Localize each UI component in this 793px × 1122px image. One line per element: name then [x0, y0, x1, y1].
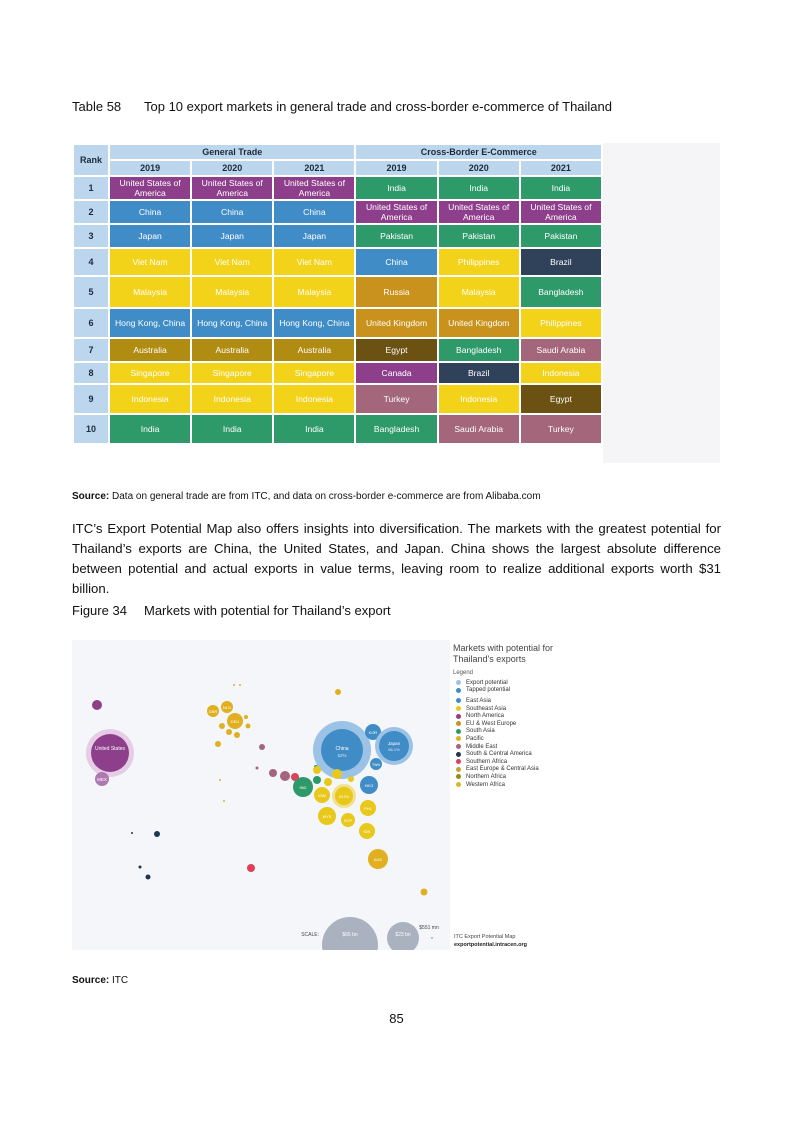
market-cell: Australia	[110, 339, 190, 361]
figure-source-text: ITC	[109, 975, 129, 986]
market-cell: Bangladesh	[521, 277, 601, 307]
legend-item-label: Northern Africa	[466, 773, 507, 780]
market-cell: Brazil	[521, 249, 601, 275]
market-cell: Indonesia	[110, 385, 190, 413]
me-bubble-a	[259, 744, 265, 750]
legend-dot-icon	[456, 767, 461, 772]
table-row	[74, 225, 601, 247]
market-cell: United States of America	[274, 177, 354, 199]
china-label: China	[335, 746, 349, 752]
legend-item	[453, 705, 643, 713]
ind-label: IND	[299, 785, 307, 790]
year-header: 2019	[356, 161, 436, 175]
market-cell: United States of America	[110, 177, 190, 199]
page-number: 85	[389, 1011, 404, 1026]
me-bubble-d	[280, 771, 290, 781]
japan-label: Japan	[387, 741, 401, 746]
market-cell: Malaysia	[110, 277, 190, 307]
market-cell: Philippines	[521, 309, 601, 337]
market-cell: United States of America	[521, 201, 601, 223]
table-row	[74, 363, 601, 383]
sca-bubble-d	[146, 875, 151, 880]
sca-bubble-a	[154, 831, 160, 837]
legend-item-label: East Asia	[466, 697, 492, 704]
table-source-label: Source:	[72, 491, 110, 502]
legend-item-label: South Asia	[466, 728, 495, 735]
market-cell: India	[521, 177, 601, 199]
sa-bubble-b	[313, 776, 321, 784]
market-cell: Singapore	[192, 363, 272, 383]
table-row	[74, 201, 601, 223]
legend-item	[453, 743, 643, 751]
mys-label: MYS	[322, 814, 332, 819]
market-cell: Malaysia	[192, 277, 272, 307]
legend-item-label: Southern Africa	[466, 758, 508, 765]
legend-item	[453, 766, 643, 774]
japan-pct: 66.1%	[388, 747, 400, 752]
japan-bubble	[379, 731, 409, 761]
eu-bubble-e	[244, 715, 248, 719]
legend-item	[453, 735, 643, 743]
legend-dot-icon	[456, 782, 461, 787]
market-cell: India	[439, 177, 519, 199]
figure-source	[72, 975, 128, 986]
table-row	[74, 415, 601, 443]
scale-551mn-circle	[431, 937, 433, 939]
pac-bubble-top	[335, 689, 341, 695]
phl-label: PHL	[364, 806, 372, 811]
vnm-label: VNM	[318, 794, 326, 798]
market-cell: Bangladesh	[439, 339, 519, 361]
sea-bubble-b	[324, 778, 332, 786]
legend-dot-icon	[456, 759, 461, 764]
table-caption	[72, 99, 612, 114]
market-cell: Brazil	[439, 363, 519, 383]
legend-dot-icon	[456, 752, 461, 757]
legend-item	[453, 697, 643, 705]
market-cell: Malaysia	[439, 277, 519, 307]
market-cell: United States of America	[356, 201, 436, 223]
legend-label: Legend	[453, 670, 474, 676]
legend-item-label: EU & West Europe	[466, 720, 517, 727]
legend-item-label: Pacific	[466, 735, 484, 742]
market-cell: Pakistan	[356, 225, 436, 247]
market-cell: China	[192, 201, 272, 223]
figure-number: Figure 34	[72, 603, 127, 618]
market-cell: Hong Kong, China	[274, 309, 354, 337]
eu-bubble-d	[246, 724, 251, 729]
sea-bubble-a	[313, 766, 321, 774]
deu-label: DEU	[230, 719, 240, 724]
idn-label: IDN	[363, 829, 371, 834]
table-row	[74, 277, 601, 307]
ecommerce-header: Cross-Border E-Commerce	[356, 145, 601, 159]
eu-bubble-c	[215, 741, 221, 747]
legend-dot-icon	[456, 736, 461, 741]
market-cell: Indonesia	[192, 385, 272, 413]
market-cell: Japan	[274, 225, 354, 247]
map-legend	[453, 643, 643, 788]
legend-dot-icon	[456, 706, 461, 711]
rank-cell: 4	[74, 249, 108, 275]
pac-bubble	[421, 889, 428, 896]
legend-item-label: North America	[466, 713, 505, 720]
legend-item	[453, 750, 643, 758]
legend-dot-icon	[456, 744, 461, 749]
waf-bubble	[223, 800, 225, 802]
market-cell: United States of America	[439, 201, 519, 223]
legend-dot-icon	[456, 729, 461, 734]
market-cell: Egypt	[356, 339, 436, 361]
legend-item-label: Tapped potential	[466, 687, 511, 694]
legend-dot-icon	[456, 714, 461, 719]
market-cell: Saudi Arabia	[439, 415, 519, 443]
legend-item	[453, 687, 643, 695]
market-cell: Canada	[356, 363, 436, 383]
gbr-label: GBR	[208, 709, 218, 714]
rank-cell: 1	[74, 177, 108, 199]
aus-label: AUS	[373, 857, 383, 862]
legend-item-label: South & Central America	[466, 751, 532, 758]
legend-item-label: Southeast Asia	[466, 705, 507, 712]
legend-regions-list	[453, 697, 643, 788]
market-cell: Bangladesh	[356, 415, 436, 443]
body-paragraph: ITC’s Export Potential Map also offers insights into diversification. The markets with the greatest potential for Thailand’s exports are China, the United States, and Japan. China shows the largest absolute difference between potential and actual exports in value terms, leaving room to realize additional exports worth $31 billion.	[72, 521, 721, 596]
scale-65bn-label: $65 bn	[342, 932, 358, 938]
market-cell: India	[192, 415, 272, 443]
table-body	[74, 177, 601, 443]
kor-label: KOR	[368, 730, 378, 735]
table-row	[74, 177, 601, 199]
usa-bubble	[91, 734, 129, 772]
legend-item-label: East Europe & Central Asia	[466, 766, 539, 773]
market-cell: China	[356, 249, 436, 275]
legend-item	[453, 720, 643, 728]
rank-cell: 7	[74, 339, 108, 361]
market-cell: Viet Nam	[274, 249, 354, 275]
legend-item	[453, 773, 643, 781]
market-cell: Philippines	[439, 249, 519, 275]
table-row	[74, 385, 601, 413]
year-header: 2021	[521, 161, 601, 175]
figure-title: Markets with potential for Thailand’s export	[144, 603, 391, 618]
sgp-pct: 53.2%	[339, 795, 349, 799]
market-cell: Turkey	[521, 415, 601, 443]
legend-dot-icon	[456, 680, 461, 685]
can-bubble	[92, 700, 102, 710]
table-source	[72, 491, 541, 502]
market-cell: Hong Kong, China	[192, 309, 272, 337]
china-pct: 52%	[337, 753, 347, 758]
eu-bubble-f	[233, 684, 235, 686]
market-cell: Viet Nam	[110, 249, 190, 275]
fra-bubble	[219, 723, 225, 729]
rank-cell: 2	[74, 201, 108, 223]
legend-item	[453, 758, 643, 766]
legend-item	[453, 712, 643, 720]
legend-item	[453, 781, 643, 789]
nld-label: NLD	[222, 705, 232, 710]
eu-bubble-g	[239, 684, 241, 686]
saf-bubble	[247, 864, 255, 872]
legend-item	[453, 728, 643, 736]
credit-line2: exportpotential.intracen.org	[454, 942, 528, 948]
eu-bubble-a	[226, 729, 232, 735]
market-cell: India	[274, 415, 354, 443]
market-cell: Hong Kong, China	[110, 309, 190, 337]
year-header: 2020	[439, 161, 519, 175]
market-cell: China	[110, 201, 190, 223]
legend-item-label: Western Africa	[466, 781, 505, 788]
figure-caption	[72, 603, 391, 618]
scale-label: SCALE:	[301, 932, 319, 938]
market-cell: Japan	[110, 225, 190, 247]
year-header: 2019	[110, 161, 190, 175]
sgp-label: SGP	[343, 818, 353, 823]
market-cell: Australia	[274, 339, 354, 361]
legend-dot-icon	[456, 774, 461, 779]
twn-label: TWN	[372, 763, 380, 767]
sea-bubble-c	[332, 769, 342, 779]
table-row	[74, 339, 601, 361]
legend-dot-icon	[456, 688, 461, 693]
market-cell: China	[274, 201, 354, 223]
me-bubble-c	[269, 769, 277, 777]
legend-dot-icon	[456, 721, 461, 726]
table-row	[74, 309, 601, 337]
rank-cell: 8	[74, 363, 108, 383]
market-cell: Indonesia	[521, 363, 601, 383]
market-cell: Japan	[192, 225, 272, 247]
year-header: 2020	[192, 161, 272, 175]
sea-bubble-d	[348, 776, 354, 782]
market-cell: Singapore	[110, 363, 190, 383]
rank-cell: 10	[74, 415, 108, 443]
market-cell: Russia	[356, 277, 436, 307]
me-bubble-b	[256, 767, 259, 770]
table-source-text: Data on general trade are from ITC, and data on cross-border e-commerce are from Alibaba.com	[109, 491, 541, 502]
year-header: 2021	[274, 161, 354, 175]
general-trade-header: General Trade	[110, 145, 354, 159]
export-markets-table	[72, 143, 603, 445]
rank-cell: 6	[74, 309, 108, 337]
credit-line1: ITC Export Potential Map	[454, 934, 516, 940]
market-cell: Indonesia	[439, 385, 519, 413]
market-cell: Australia	[192, 339, 272, 361]
usa-label: United States	[94, 746, 126, 752]
market-cell: United Kingdom	[356, 309, 436, 337]
market-cell: India	[356, 177, 436, 199]
rank-cell: 9	[74, 385, 108, 413]
table-number: Table 58	[72, 99, 122, 114]
rank-cell: 3	[74, 225, 108, 247]
sca-bubble-c	[139, 866, 142, 869]
market-cell: Egypt	[521, 385, 601, 413]
market-cell: United Kingdom	[439, 309, 519, 337]
table-row	[74, 249, 601, 275]
table-background	[603, 143, 720, 463]
scale-23bn-label: $23 bn	[395, 932, 411, 938]
market-cell: India	[110, 415, 190, 443]
sca-bubble-b	[131, 832, 133, 834]
hkg-label: HKG	[364, 783, 374, 788]
figure-source-label: Source:	[72, 975, 110, 986]
market-cell: Indonesia	[274, 385, 354, 413]
scale-551mn-label: $551 mn	[419, 925, 439, 931]
rank-header: Rank	[74, 145, 108, 175]
market-cell: Viet Nam	[192, 249, 272, 275]
eu-bubble-b	[234, 732, 240, 738]
mex-label: MEX	[97, 777, 107, 782]
table-title: Top 10 export markets in general trade and cross-border e-commerce of Thailand	[144, 99, 612, 114]
legend-dot-icon	[456, 698, 461, 703]
market-cell: Turkey	[356, 385, 436, 413]
market-cell: Pakistan	[439, 225, 519, 247]
market-cell: Singapore	[274, 363, 354, 383]
legend-potential-list	[453, 679, 643, 694]
legend-item-label: Middle East	[466, 743, 498, 750]
market-cell: United States of America	[192, 177, 272, 199]
year-header-row	[74, 161, 601, 175]
market-cell: Pakistan	[521, 225, 601, 247]
legend-title: Markets with potential for Thailand's exports	[453, 643, 554, 664]
legend-item	[453, 679, 643, 687]
rank-cell: 5	[74, 277, 108, 307]
legend-item-label: Export potential	[466, 679, 508, 686]
market-cell: Saudi Arabia	[521, 339, 601, 361]
market-cell: Malaysia	[274, 277, 354, 307]
eu-bubble-h	[219, 779, 221, 781]
